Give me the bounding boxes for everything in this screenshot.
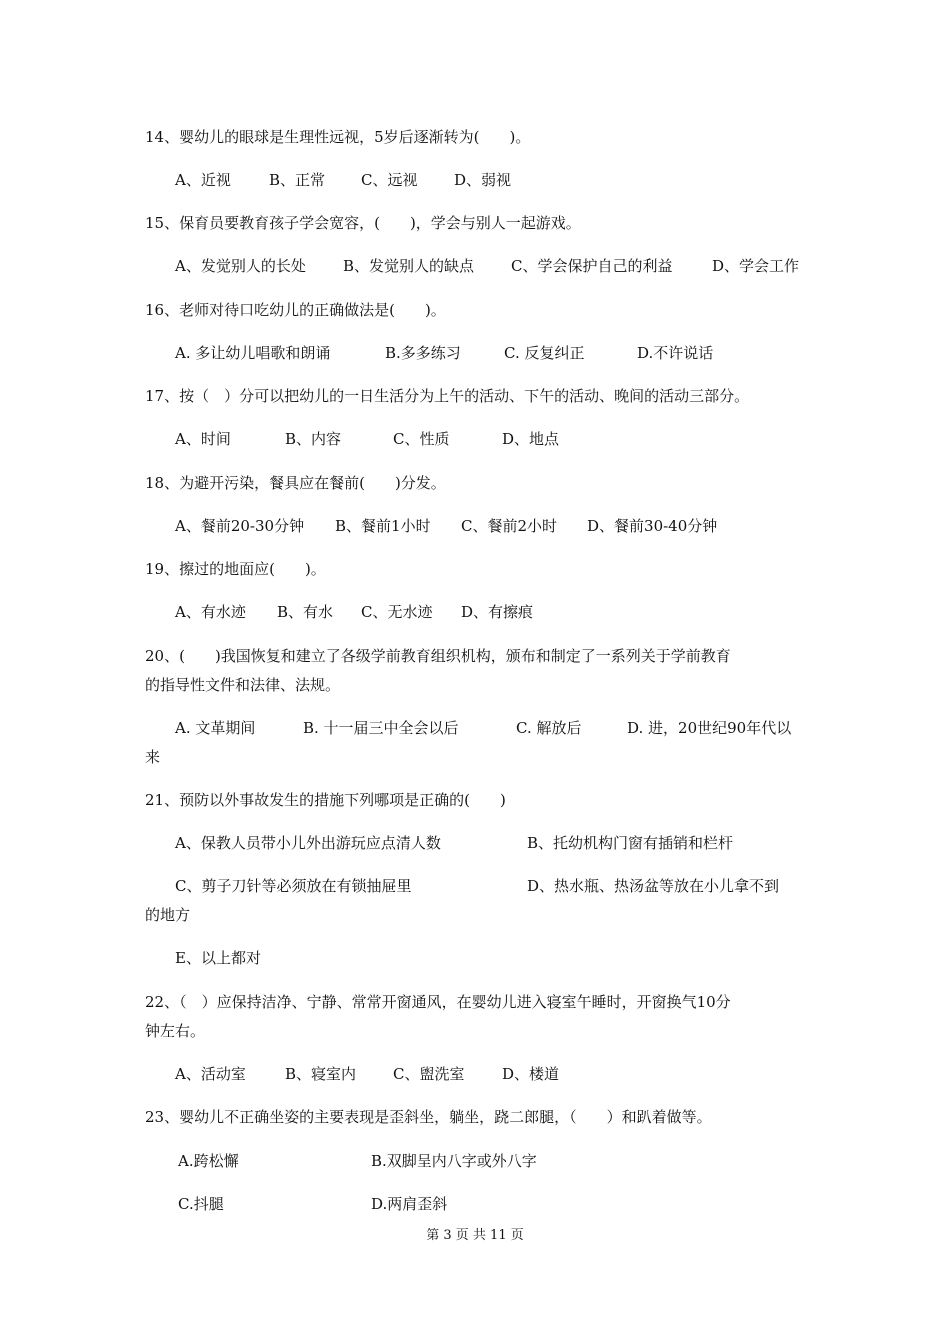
question-14-option-c: C、远视 xyxy=(361,171,418,189)
question-22-option-d: D、楼道 xyxy=(502,1065,560,1083)
question-17-option-d: D、地点 xyxy=(502,430,560,448)
question-15-option-d: D、学会工作 xyxy=(712,257,800,275)
question-18-option-b: B、餐前1小时 xyxy=(335,517,431,535)
question-21-option-a: A、保教人员带小儿外出游玩应点清人数 xyxy=(175,834,441,852)
page-number-footer: 第 3 页 共 11 页 xyxy=(426,1228,524,1243)
question-21-stem: 21、预防以外事故发生的措施下列哪项是正确的( ) xyxy=(145,791,506,809)
question-14-option-d: D、弱视 xyxy=(454,171,512,189)
question-17-option-a: A、时间 xyxy=(175,430,231,448)
question-16-option-a: A. 多让幼儿唱歌和朗诵 xyxy=(175,344,331,362)
question-20-stem-line-1: 20、( )我国恢复和建立了各级学前教育组织机构，颁布和制定了一系列关于学前教育 xyxy=(145,647,731,665)
question-23-option-d: D.两肩歪斜 xyxy=(371,1195,448,1213)
question-22-option-c: C、盥洗室 xyxy=(393,1065,465,1083)
question-16-stem: 16、老师对待口吃幼儿的正确做法是( )。 xyxy=(145,301,446,319)
question-20-stem-line-2: 的指导性文件和法律、法规。 xyxy=(145,676,341,694)
question-19-option-c: C、无水迹 xyxy=(361,603,433,621)
question-19-option-a: A、有水迹 xyxy=(175,603,246,621)
question-19-option-d: D、有擦痕 xyxy=(461,603,534,621)
question-21-option-b: B、托幼机构门窗有插销和栏杆 xyxy=(527,834,734,852)
question-19-option-b: B、有水 xyxy=(277,603,334,621)
question-18-option-c: C、餐前2小时 xyxy=(461,517,558,535)
question-22-stem-line-1: 22、（ ）应保持洁净、宁静、常常开窗通风，在婴幼儿进入寝室午睡时，开窗换气10分 xyxy=(145,993,731,1011)
question-16-option-b: B.多多练习 xyxy=(385,344,461,362)
question-20-option-d-tail: 来 xyxy=(145,748,161,766)
question-15-option-c: C、学会保护自己的利益 xyxy=(511,257,673,275)
question-18-option-d: D、餐前30-40分钟 xyxy=(587,517,718,535)
question-22-stem-line-2: 钟左右。 xyxy=(145,1022,206,1040)
question-19-stem: 19、擦过的地面应( )。 xyxy=(145,560,326,578)
question-21-option-d: D、热水瓶、热汤盆等放在小儿拿不到 xyxy=(527,877,780,895)
question-21-option-e: E、以上都对 xyxy=(175,949,261,967)
question-23-option-a: A.跨松懈 xyxy=(178,1152,239,1170)
question-20-option-c: C. 解放后 xyxy=(516,719,582,737)
question-23-stem: 23、婴幼儿不正确坐姿的主要表现是歪斜坐，躺坐，跷二郎腿，（ ）和趴着做等。 xyxy=(145,1108,712,1126)
question-15-option-a: A、发觉别人的长处 xyxy=(175,257,306,275)
question-17-option-c: C、性质 xyxy=(393,430,450,448)
question-18-stem: 18、为避开污染，餐具应在餐前( )分发。 xyxy=(145,474,446,492)
question-16-option-c: C. 反复纠正 xyxy=(504,344,585,362)
question-14-option-a: A、近视 xyxy=(175,171,231,189)
question-23-option-b: B.双脚呈内八字或外八字 xyxy=(371,1152,537,1170)
question-17-stem: 17、按（ ）分可以把幼儿的一日生活分为上午的活动、下午的活动、晚间的活动三部分。 xyxy=(145,387,750,405)
question-16-option-d: D.不许说话 xyxy=(637,344,714,362)
question-20-option-a: A. 文革期间 xyxy=(175,719,256,737)
question-15-stem: 15、保育员要教育孩子学会宽容，( )，学会与别人一起游戏。 xyxy=(145,214,581,232)
question-21-option-c: C、剪子刀针等必须放在有锁抽屉里 xyxy=(175,877,412,895)
question-18-option-a: A、餐前20-30分钟 xyxy=(175,517,305,535)
question-17-option-b: B、内容 xyxy=(285,430,342,448)
question-21-option-d-tail: 的地方 xyxy=(145,906,191,924)
question-20-option-b: B. 十一届三中全会以后 xyxy=(303,719,459,737)
question-15-option-b: B、发觉别人的缺点 xyxy=(343,257,475,275)
question-14-option-b: B、正常 xyxy=(269,171,326,189)
question-14-stem: 14、婴幼儿的眼球是生理性远视，5岁后逐渐转为( )。 xyxy=(145,128,531,146)
question-20-option-d: D. 进，20世纪90年代以 xyxy=(627,719,792,737)
question-23-option-c: C.抖腿 xyxy=(178,1195,224,1213)
question-22-option-b: B、寝室内 xyxy=(285,1065,357,1083)
question-22-option-a: A、活动室 xyxy=(175,1065,246,1083)
